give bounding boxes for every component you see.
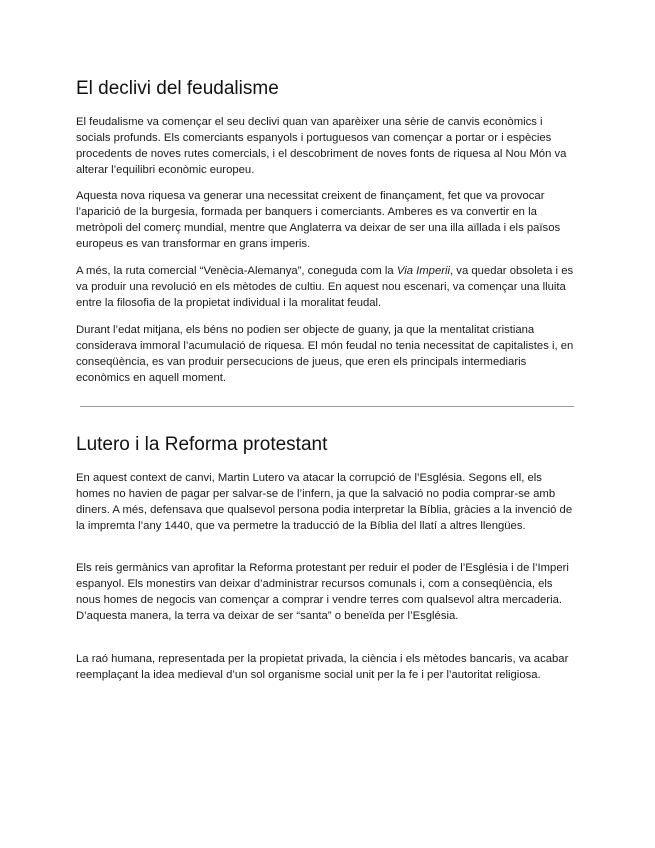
paragraph: Aquesta nova riquesa va generar una necessitat creixent de finançament, fet que va provocar l’aparició de la burgesia, formada per banquers i comerciants. Amberes es va convertir en la metròpoli del comerç mundial, mentre que Anglaterra va deixar de ser una illa aïllada i els països europeus es van transformar en grans imperis. xyxy=(76,190,561,250)
paragraph: Els reis germànics van aprofitar la Reforma protestant per reduir el poder de l’Església i de l’Imperi espanyol. Els monestirs van deixar d’administrar recursos comunals i, com a conseqüència, els nous homes de negocis van començar a comprar i vendre terres com qualsevol altra mercaderia. D’aquesta manera, la terra va deixar de ser “santa” o beneïda per l’Església. xyxy=(76,562,569,622)
italic-term: Via Imperii xyxy=(396,265,451,277)
paragraph: El feudalisme va començar el seu declivi quan van aparèixer una sèrie de canvis econòmics i socials profunds. Els comerciants espanyols i portuguesos van començar a portar or i espècies procedents de noves rutes comercials, i el descobriment de noves fonts de riquesa al Nou Món va alterar l’equilibri econòmic europeu. xyxy=(76,116,567,176)
paragraph xyxy=(76,263,576,311)
section-title-reformation: Lutero i la Reforma protestant xyxy=(76,434,328,455)
paragraph-text: , va quedar obsoleta i es va produir una revolució en els mètodes de cultiu. En aquest nou escenari, va començar una lluita entre la filosofia de la propietat individual i la moralitat feudal. xyxy=(76,265,574,309)
paragraph: La raó humana, representada per la propietat privada, la ciència i els mètodes bancaris, va acabar reemplaçant la idea medieval d’un sol organisme social unit per la fe i per l’autoritat religiosa. xyxy=(76,653,569,681)
paragraph-text: A més, la ruta comercial “Venècia-Alemanya”, coneguda com la xyxy=(76,265,397,277)
section-title-feudalism: El declivi del feudalisme xyxy=(76,78,279,99)
section-divider xyxy=(80,406,574,407)
paragraph: Durant l’edat mitjana, els béns no podien ser objecte de guany, ja que la mentalitat cristiana considerava immoral l’acumulació de riquesa. El món feudal no tenia necessitat de capitalistes i, en conseqüència, es van produir persecucions de jueus, que eren els principals intermediaris econòmics en aquell moment. xyxy=(76,324,574,384)
paragraph: En aquest context de canvi, Martin Lutero va atacar la corrupció de l’Església. Segons ell, els homes no havien de pagar per salvar-se de l’infern, ja que la salvació no podia comprar-se amb diners. A més, defensava que qualsevol persona podia interpretar la Bíblia, gràcies a la invenció de la impremta l’any 1440, que va permetre la traducció de la Bíblia del llatí a altres llengües. xyxy=(76,472,573,532)
